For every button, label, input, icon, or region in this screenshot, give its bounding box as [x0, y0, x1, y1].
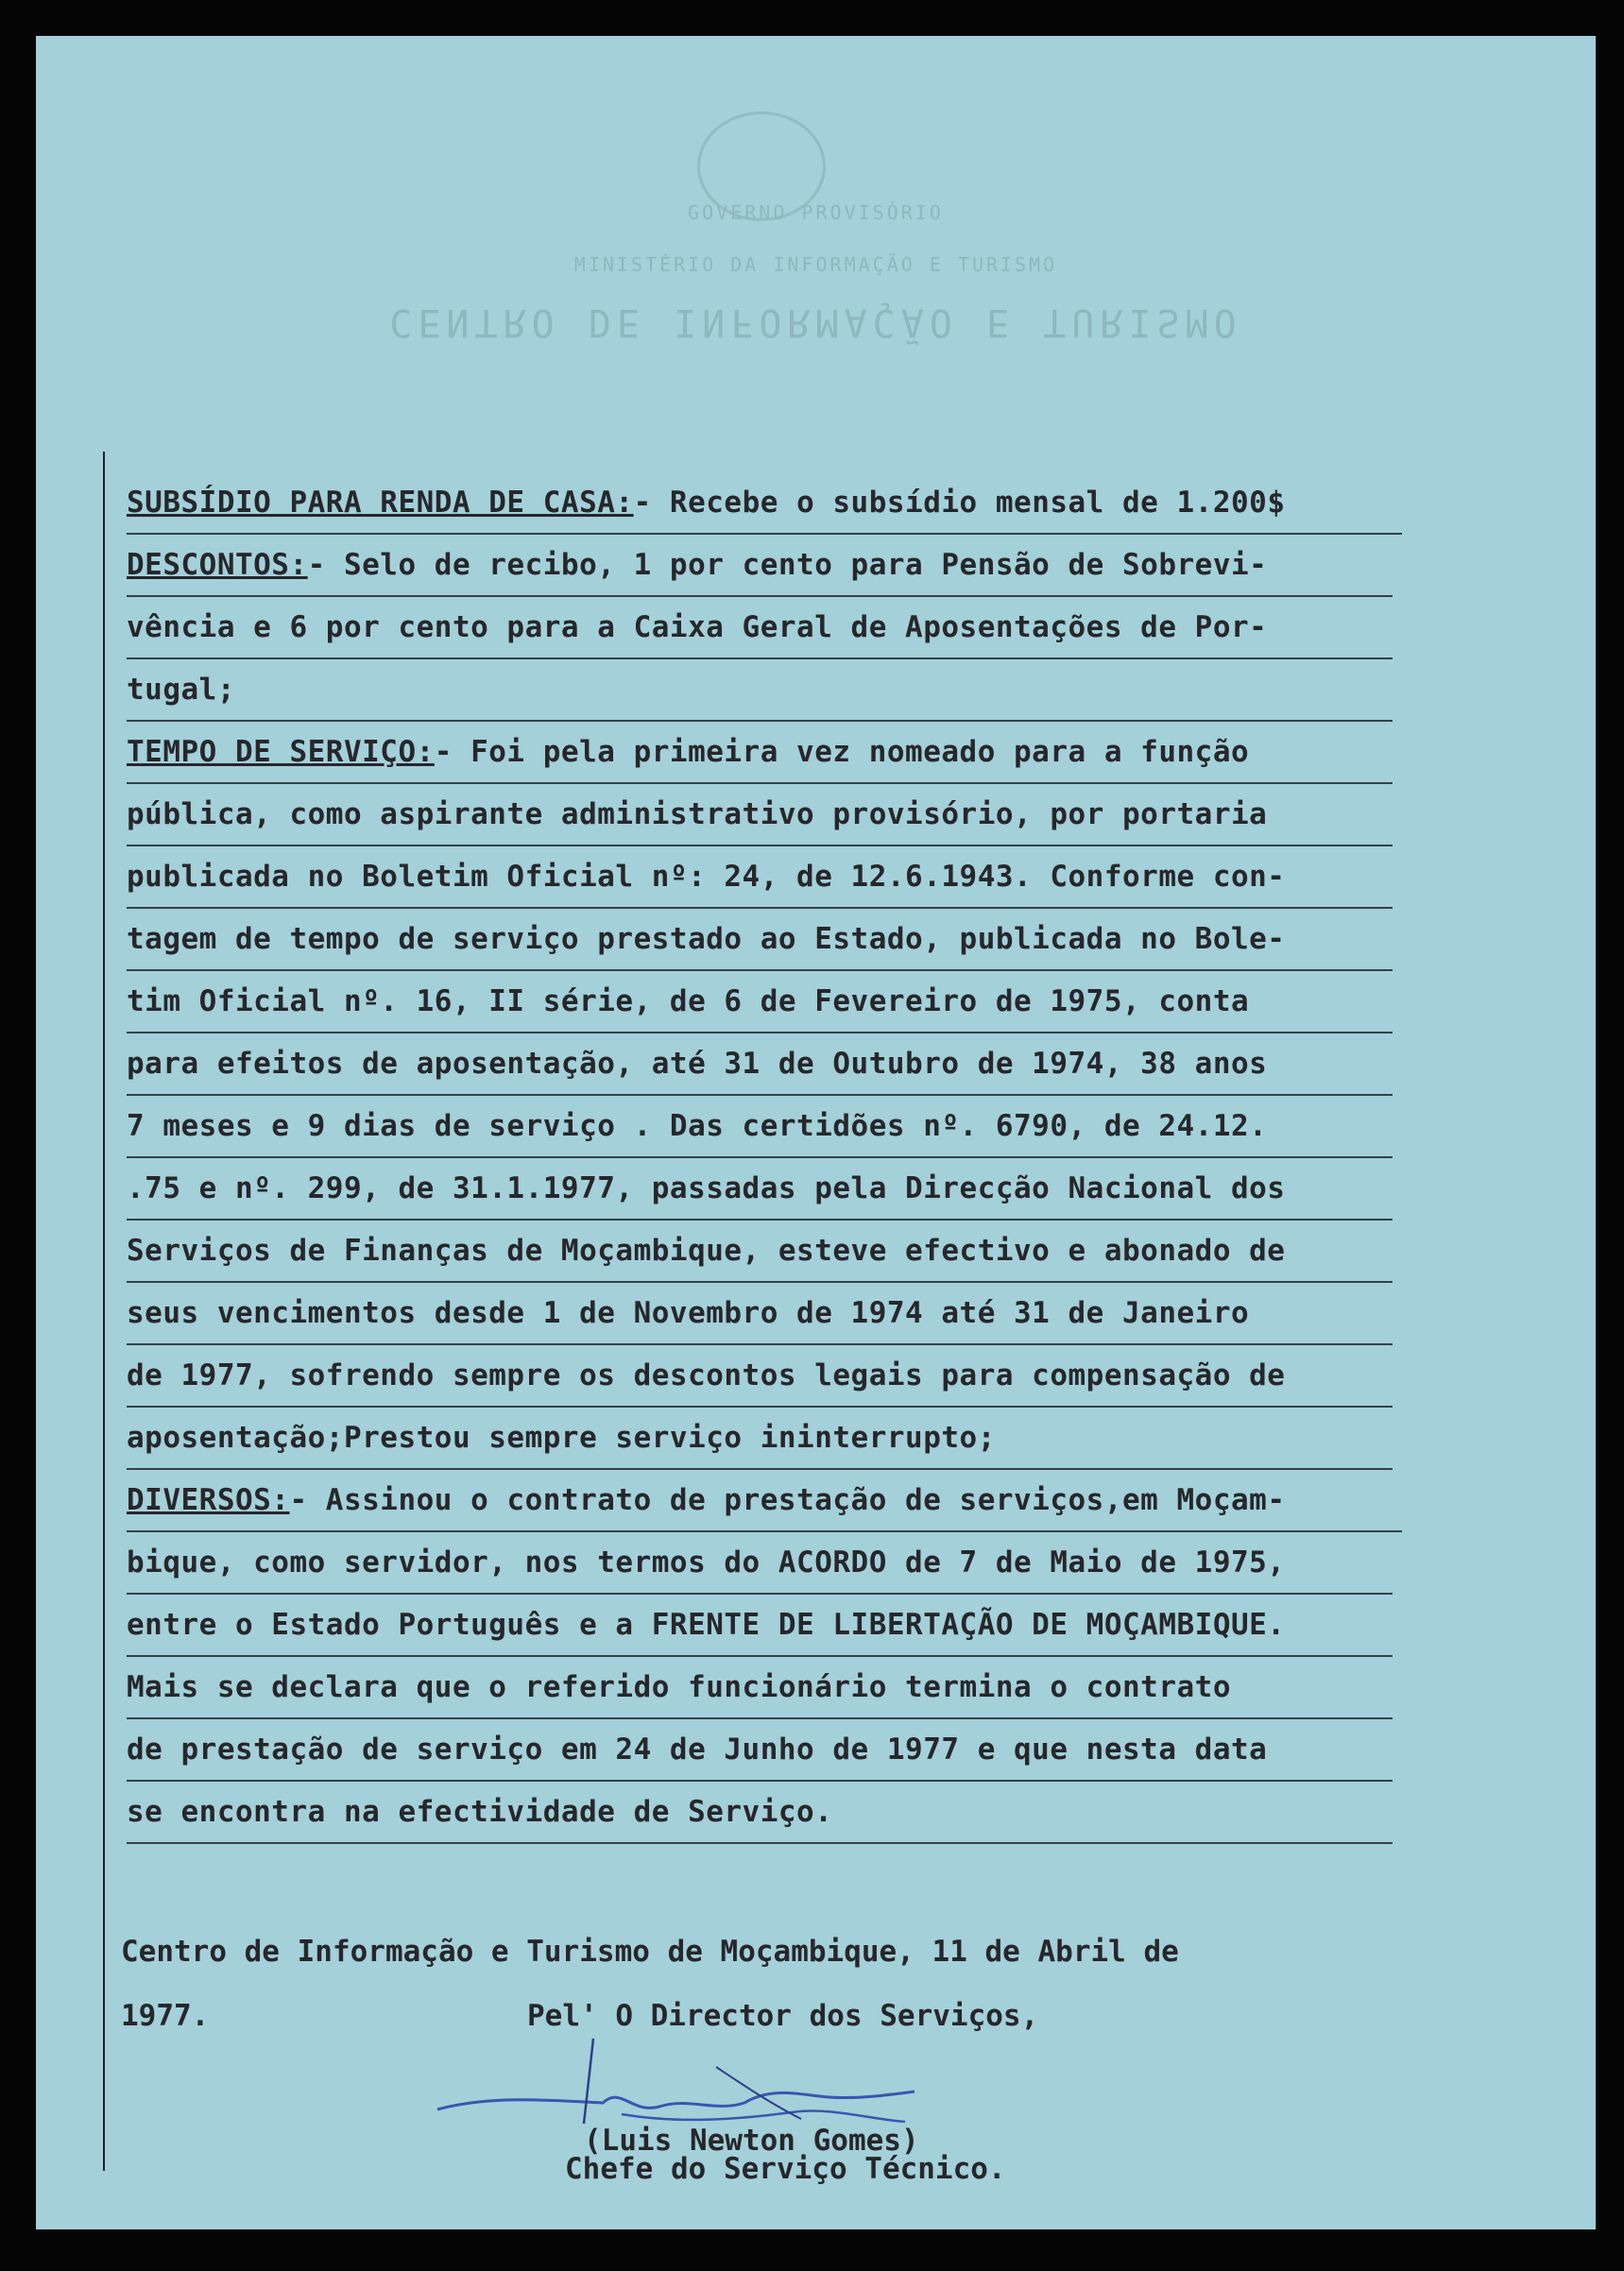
letterhead-line-3: CENTRO DE INFORMAÇÃO E TURISMO [389, 300, 1242, 344]
line-text: bique, como servidor, nos termos do ACORDO de 7 de Maio de 1975, [127, 1545, 1286, 1579]
body-line [127, 1158, 1393, 1221]
line-text: aposentação;Prestou sempre serviço ininterrupto; [127, 1421, 996, 1455]
body-line [127, 659, 1393, 722]
body-line [127, 1657, 1393, 1719]
body-line [127, 722, 1393, 784]
body-line [127, 846, 1393, 909]
body-line [127, 1345, 1393, 1408]
body-line [127, 1595, 1393, 1657]
body-line [127, 909, 1393, 971]
section-label: SUBSÍDIO PARA RENDA DE CASA: [127, 486, 634, 520]
body-line [127, 535, 1393, 597]
line-text: se encontra na efectividade de Serviço. [127, 1795, 833, 1829]
line-text: Mais se declara que o referido funcionário termina o contrato [127, 1670, 1231, 1704]
margin-rule [103, 452, 105, 2171]
line-text: para efeitos de aposentação, até 31 de Outubro de 1974, 38 anos [127, 1047, 1268, 1081]
closing-year: 1977. [121, 1999, 210, 2033]
director-line: Pel' O Director dos Serviços, [527, 1999, 1039, 2033]
body-line [127, 1532, 1393, 1595]
line-text: 7 meses e 9 dias de serviço . Das certidões nº. 6790, de 24.12. [127, 1109, 1268, 1143]
line-text: tugal; [127, 673, 235, 707]
line-text: publicada no Boletim Oficial nº: 24, de 12.6.1943. Conforme con- [127, 860, 1286, 894]
body-line [127, 1719, 1393, 1782]
closing-place-date: Centro de Informação e Turismo de Moçambique, 11 de Abril de [121, 1935, 1179, 1969]
line-text: .75 e nº. 299, de 31.1.1977, passadas pela Direcção Nacional dos [127, 1171, 1286, 1205]
section-label: TEMPO DE SERVIÇO: [127, 735, 435, 769]
line-text: entre o Estado Português e a FRENTE DE LIBERTAÇÃO DE MOÇAMBIQUE. [127, 1608, 1286, 1642]
body-line [127, 1283, 1393, 1345]
line-text: - Foi pela primeira vez nomeado para a função [434, 735, 1250, 769]
signatory-name: (Luis Newton Gomes) [584, 2124, 919, 2158]
letterhead-line-2: MINISTÉRIO DA INFORMAÇÃO E TURISMO [573, 253, 1058, 276]
document-page [36, 36, 1596, 2229]
line-text: - Selo de recibo, 1 por cento para Pensão de Sobrevi- [307, 548, 1268, 582]
section-label: DESCONTOS: [127, 548, 308, 582]
line-text: - Assinou o contrato de prestação de serviços,em Moçam- [289, 1483, 1286, 1517]
body-line [127, 472, 1402, 535]
body-line [127, 971, 1393, 1033]
body-line [127, 1221, 1393, 1283]
line-text: tagem de tempo de serviço prestado ao Estado, publicada no Bole- [127, 922, 1286, 956]
line-text: de 1977, sofrendo sempre os descontos legais para compensação de [127, 1358, 1286, 1392]
body-line [127, 784, 1393, 846]
line-text: Serviços de Finanças de Moçambique, esteve efectivo e abonado de [127, 1234, 1286, 1268]
line-text: vência e 6 por cento para a Caixa Geral de Aposentações de Por- [127, 610, 1268, 644]
body-line [127, 1782, 1393, 1844]
body-line [127, 1470, 1402, 1532]
line-text: pública, como aspirante administrativo provisório, por portaria [127, 797, 1268, 831]
signatory-role: Chefe do Serviço Técnico. [565, 2152, 1006, 2186]
line-text: seus vencimentos desde 1 de Novembro de 1974 até 31 de Janeiro [127, 1296, 1250, 1330]
section-label: DIVERSOS: [127, 1483, 290, 1517]
body-line [127, 597, 1393, 659]
line-text: - Recebe o subsídio mensal de 1.200$ [633, 486, 1286, 520]
line-text: de prestação de serviço em 24 de Junho de 1977 e que nesta data [127, 1733, 1268, 1767]
body-line [127, 1408, 1393, 1470]
body-line [127, 1096, 1393, 1158]
line-text: tim Oficial nº. 16, II série, de 6 de Fevereiro de 1975, conta [127, 984, 1250, 1018]
letterhead-line-1: GOVERNO PROVISÓRIO [688, 201, 944, 224]
body-line [127, 1033, 1393, 1096]
